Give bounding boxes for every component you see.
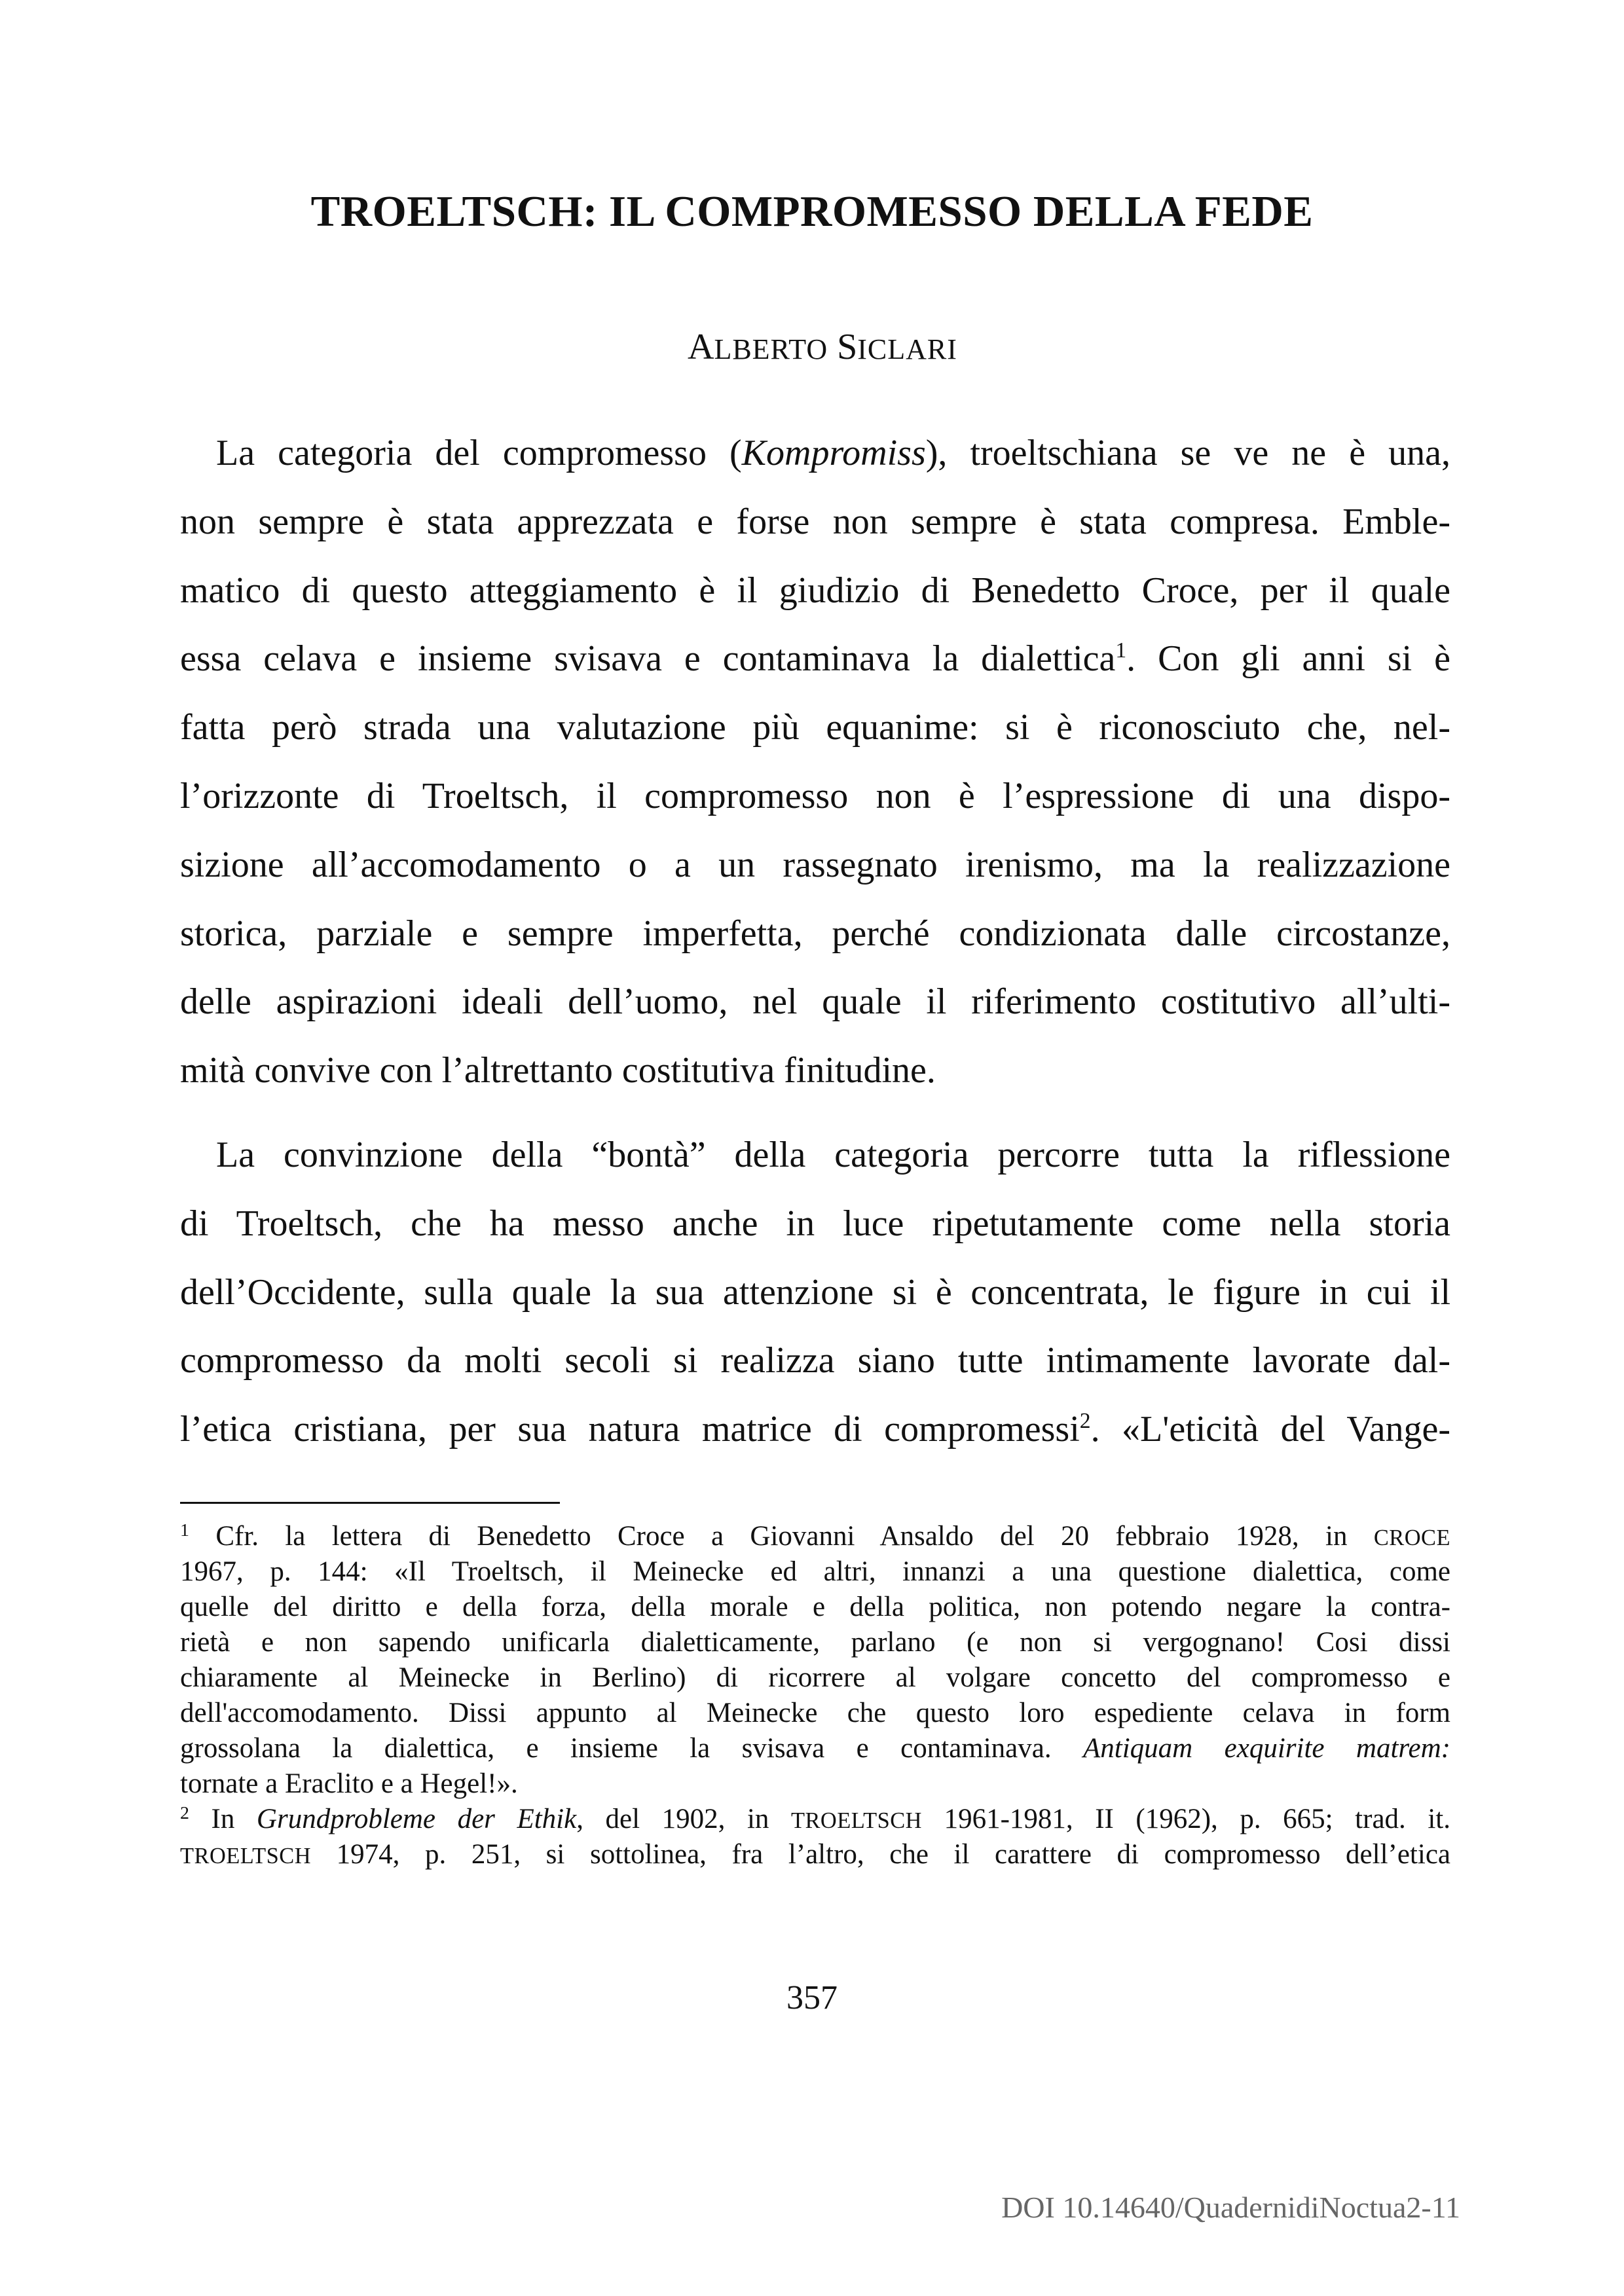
paragraph-2-line: La convinzione della “bontà” della categoria percorre tutta la riflessione <box>216 1134 1450 1175</box>
footnote-1-line: dell'accomodamento. Dissi appunto al Meinecke che questo loro espediente celava in form <box>180 1698 1450 1728</box>
paragraph-1-line: sizione all’accomodamento o a un rassegnato irenismo, ma la realizzazione <box>180 844 1450 885</box>
paragraph-2-line: compromesso da molti secoli si realizza siano tutte intimamente lavorate dal- <box>180 1340 1450 1381</box>
footnote-1-line: chiaramente al Meinecke in Berlino) di ricorrere al volgare concetto del compromesso e <box>180 1662 1450 1693</box>
paragraph-spacer <box>180 1105 1450 1121</box>
body-text <box>180 419 1450 1464</box>
paragraph-2-line: di Troeltsch, che ha messo anche in luce ripetutamente come nella storia <box>180 1203 1450 1244</box>
footnote-number-2: 2 <box>180 1803 189 1824</box>
paragraph-1-line: non sempre è stata apprezzata e forse non sempre è stata compresa. Emble- <box>180 501 1450 542</box>
paragraph-2-line: dell’Occidente, sulla quale la sua attenzione si è concentrata, le figure in cui il <box>180 1271 1450 1313</box>
footnote-2-line: $^2$ In Grundprobleme der Ethik, del 1902, in TROELTSCH 1961-1981, II (1962), p. 665; trad. it. <box>180 1803 1450 1834</box>
paragraph-1-line: delle aspirazioni ideali dell’uomo, nel quale il riferimento costitutivo all’ulti- <box>180 981 1450 1023</box>
footnote-1-line: grossolana la dialettica, e insieme la svisava e contaminava. Antiquam exquirite matrem: <box>180 1733 1450 1764</box>
paragraph-1-line: fatta però strada una valutazione più equanime: si è riconosciuto che, nel- <box>180 707 1450 748</box>
paragraph-1-line: storica, parziale e sempre imperfetta, perché condizionata dalle circostanze, <box>180 913 1450 954</box>
article-title: TROELTSCH: IL COMPROMESSO DELLA FEDE <box>310 187 1314 236</box>
footnotes <box>180 1519 1450 1872</box>
footnote-1-line: $^1$ Cfr. la lettera di Benedetto Croce a Giovanni Ansaldo del 20 febbraio 1928, in CROCE <box>180 1520 1450 1552</box>
paragraph-1-line: l’orizzonte di Troeltsch, il compromesso non è l’espressione di una dispo- <box>180 775 1450 816</box>
footnote-1-line: 1967, p. 144: «Il Troeltsch, il Meinecke ed altri, innanzi a una questione dialettica, come <box>180 1556 1450 1587</box>
paragraph-1-line: matico di questo atteggiamento è il giudizio di Benedetto Croce, per il quale <box>180 570 1450 611</box>
doi-label: DOI 10.14640/QuadernidiNoctua2-11 <box>1001 2191 1460 2224</box>
author-name: ALBERTO SICLARI <box>688 327 957 367</box>
paragraph-1-line: essa celava e insieme svisava e contaminava la dialettica$^1$. Con gli anni si è <box>180 638 1450 680</box>
paragraph-1-line: La categoria del compromesso (Kompromiss), troeltschiana se ve ne è una, <box>216 433 1450 473</box>
footnote-ref-1[interactable]: 1 <box>1115 638 1127 663</box>
footnote-1-line: quelle del diritto e della forza, della morale e della politica, non potendo negare la contra- <box>180 1592 1450 1622</box>
footnote-number-1: 1 <box>180 1520 189 1541</box>
footnote-1-line: tornate a Eraclito e a Hegel!». <box>180 1768 518 1799</box>
paragraph-1-line: mità convive con l’altrettanto costitutiva finitudine. <box>180 1050 936 1091</box>
paragraph-2-line: l’etica cristiana, per sua natura matrice di compromessi$^2$. «L'eticità del Vange- <box>180 1409 1451 1450</box>
page-number: 357 <box>786 1979 838 2016</box>
footnote-2-line: TROELTSCH 1974, p. 251, si sottolinea, fra l’altro, che il carattere di compromesso dell’etica <box>180 1839 1450 1870</box>
footnote-ref-2[interactable]: 2 <box>1079 1409 1091 1433</box>
footnote-1-line: rietà e non sapendo unificarla dialetticamente, parlano (e non si vergognano! Cosi dissi <box>180 1627 1450 1658</box>
footnote-separator <box>180 1502 560 1504</box>
